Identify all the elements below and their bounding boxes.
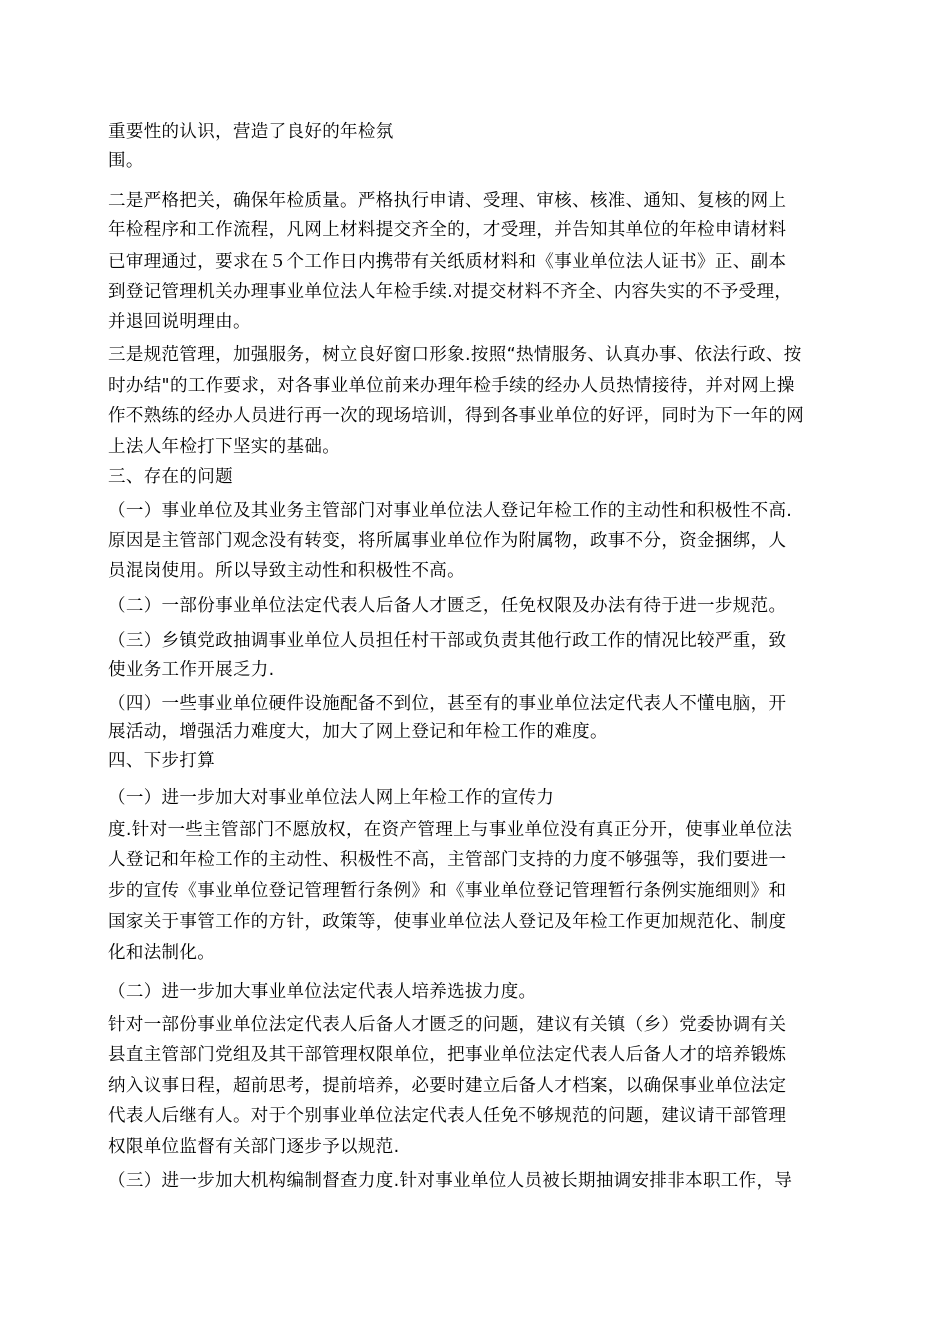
text-line: 纳入议事日程，超前思考，提前培养，必要时建立后备人才档案，以确保事业单位法定 [108, 1076, 787, 1096]
text-line: 上法人年检打下坚实的基础。 [108, 437, 341, 457]
text-line: 作不熟练的经办人员进行再一次的现场培训，得到各事业单位的好评，同时为下一年的网 [108, 406, 805, 426]
text-line: 到登记管理机关办理事业单位法人年检手续.对提交材料不齐全、内容失实的不予受理， [108, 282, 793, 302]
text-line: （一）事业单位及其业务主管部门对事业单位法人登记年检工作的主动性和积极性不高. [108, 501, 793, 521]
text-line: 重要性的认识，营造了良好的年检氛 [108, 122, 394, 142]
text-line: 二是严格把关，确保年检质量。严格执行申请、受理、审核、核准、通知、复核的网上 [108, 191, 787, 211]
text-line: （三）乡镇党政抽调事业单位人员担任村干部或负责其他行政工作的情况比较严重，致 [108, 631, 787, 651]
text-line: 使业务工作开展乏力. [108, 660, 275, 680]
text-line: 代表人后继有人。对于个别事业单位法定代表人任免不够规范的问题，建议请干部管理 [108, 1106, 787, 1126]
section-heading: 三、存在的问题 [108, 467, 233, 487]
text-line: 化和法制化。 [108, 943, 216, 963]
text-line: 度.针对一些主管部门不愿放权，在资产管理上与事业单位没有真正分开，使事业单位法 [108, 820, 793, 840]
text-line: 步的宣传《事业单位登记管理暂行条例》和《事业单位登记管理暂行条例实施细则》和 [108, 881, 787, 901]
text-line: 并退回说明理由。 [108, 312, 251, 332]
text-line: 针对一部份事业单位法定代表人后备人才匮乏的问题，建议有关镇（乡）党委协调有关 [108, 1015, 787, 1035]
text-line: 人登记和年检工作的主动性、积极性不高，主管部门支持的力度不够强等，我们要进一 [108, 850, 787, 870]
text-line: 展活动，增强活力难度大，加大了网上登记和年检工作的难度。 [108, 722, 608, 742]
text-line: 围。 [108, 151, 144, 171]
text-line: （三）进一步加大机构编制督查力度.针对事业单位人员被长期抽调安排非本职工作，导 [108, 1171, 793, 1191]
text-line: （一）进一步加大对事业单位法人网上年检工作的宣传力 [108, 788, 555, 808]
text-line: 原因是主管部门观念没有转变，将所属事业单位作为附属物，政事不分，资金捆绑，人 [108, 531, 787, 551]
text-line: （二）一部份事业单位法定代表人后备人才匮乏，任免权限及办法有待于进一步规范。 [108, 596, 787, 616]
text-line: 已审理通过，要求在５个工作日内携带有关纸质材料和《事业单位法人证书》正、副本 [108, 252, 787, 272]
text-line: 时办结"的工作要求，对各事业单位前来办理年检手续的经办人员热情接待，并对网上操 [108, 376, 795, 396]
text-line: 三是规范管理，加强服务，树立良好窗口形象.按照“热情服务、认真办事、依法行政、按 [108, 345, 802, 365]
text-line: 员混岗使用。所以导致主动性和积极性不高。 [108, 561, 465, 581]
text-line: （二）进一步加大事业单位法定代表人培养选拔力度。 [108, 982, 537, 1002]
text-line: 县直主管部门党组及其干部管理权限单位，把事业单位法定代表人后备人才的培养锻炼 [108, 1045, 787, 1065]
section-heading: 四、下步打算 [108, 751, 216, 771]
text-line: 国家关于事管工作的方针，政策等，使事业单位法人登记及年检工作更加规范化、制度 [108, 912, 787, 932]
text-line: 权限单位监督有关部门逐步予以规范. [108, 1137, 400, 1157]
text-line: （四）一些事业单位硬件设施配备不到位，甚至有的事业单位法定代表人不懂电脑，开 [108, 694, 787, 714]
text-line: 年检程序和工作流程，凡网上材料提交齐全的，才受理，并告知其单位的年检申请材料 [108, 220, 787, 240]
